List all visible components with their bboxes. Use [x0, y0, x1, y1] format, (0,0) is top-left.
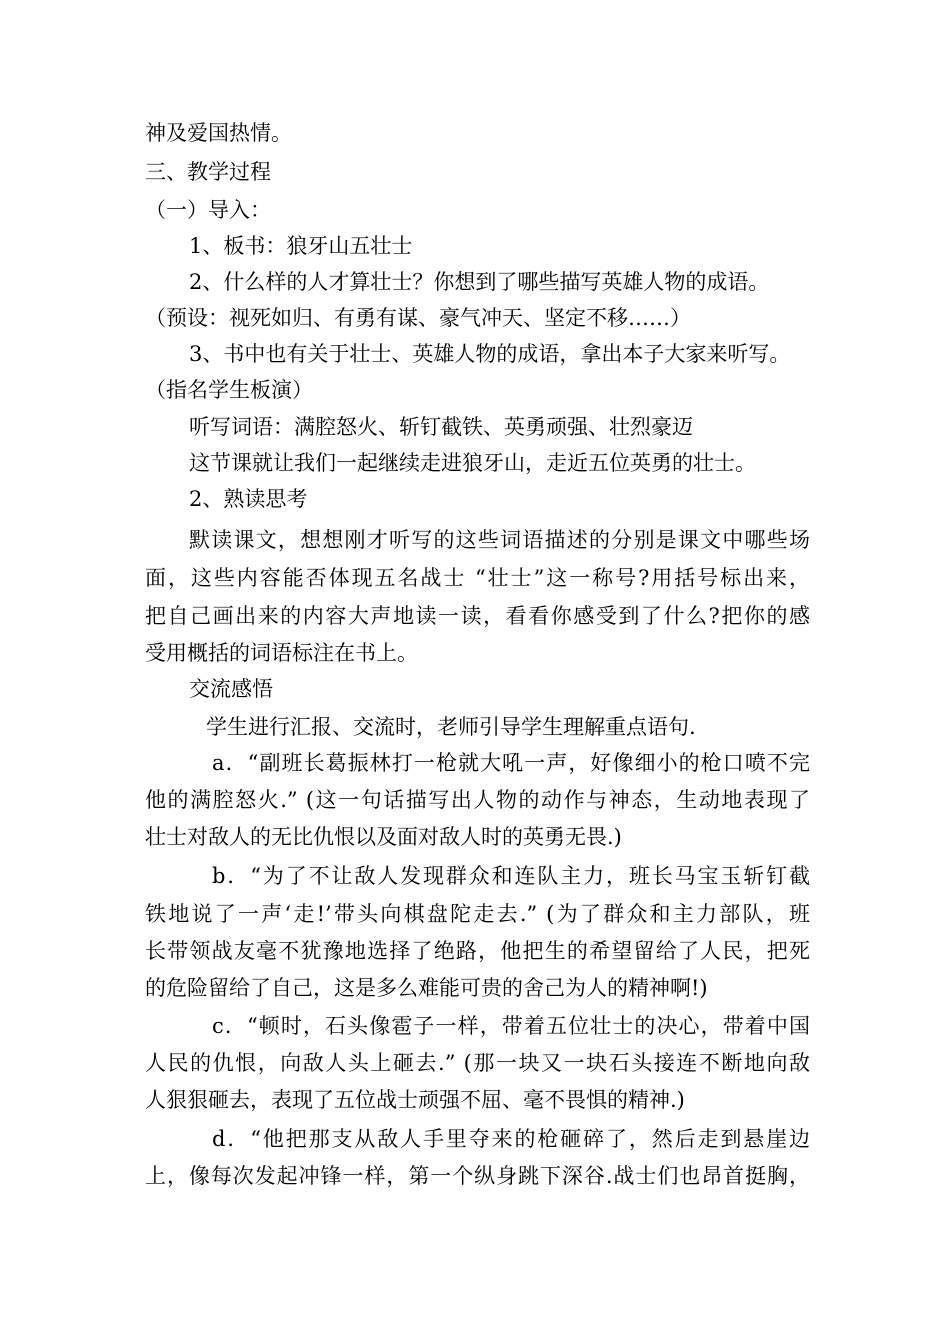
text-line: 听写词语：满腔怒火、斩钉截铁、英勇顽强、壮烈豪迈	[189, 415, 693, 439]
text-line: b．“为了不让敌人发现群众和连队主力，班长马宝玉斩钉截	[212, 864, 810, 888]
text-line: 3、书中也有关于壮士、英雄人物的成语，拿出本子大家来听写。	[189, 342, 791, 366]
text-line: 学生进行汇报、交流时，老师引导学生理解重点语句.	[206, 715, 696, 739]
text-line: （指名学生板演）	[145, 378, 313, 402]
text-line: 1、板书：狼牙山五壮士	[189, 234, 413, 258]
text-line: 把自己画出来的内容大声地读一读，看看你感受到了什么?把你的感	[145, 604, 810, 628]
text-line: 长带领战友毫不犹豫地选择了绝路，他把生的希望留给了人民，把死	[145, 939, 810, 963]
text-line: 2、什么样的人才算壮士？你想到了哪些描写英雄人物的成语。	[189, 270, 770, 294]
text-line: 壮士对敌人的无比仇恨以及面对敌人时的英勇无畏.)	[145, 825, 622, 849]
text-line: a．“副班长葛振林打一枪就大吼一声，好像细小的枪口喷不完	[212, 751, 810, 775]
text-line: 他的满腔怒火.” (这一句话描写出人物的动作与神态，生动地表现了	[145, 788, 810, 812]
text-line: 默读课文，想想刚才听写的这些词语描述的分别是课文中哪些场	[189, 528, 810, 552]
text-line: （预设：视死如归、有勇有谋、豪气冲天、坚定不移……）	[145, 306, 691, 330]
text-line: 铁地说了一声‘走!’带头向棋盘陀走去.” (为了群众和主力部队，班	[145, 902, 810, 926]
text-line: 受用概括的词语标注在书上。	[145, 641, 418, 665]
text-line: 面，这些内容能否体现五名战士 “壮士”这一称号?用括号标出来，	[145, 566, 810, 590]
text-line: 的危险留给了自己，这是多么难能可贵的舍己为人的精神啊!)	[145, 976, 708, 1000]
text-line: 2、熟读思考	[189, 487, 308, 511]
text-line: 这节课就让我们一起继续走进狼牙山，走近五位英勇的壮士。	[189, 451, 756, 475]
text-line: 交流感悟	[189, 677, 273, 701]
text-line: d．“他把那支从敌人手里夺来的枪砸碎了，然后走到悬崖边	[212, 1127, 810, 1151]
text-line: c．“顿时，石头像雹子一样，带着五位壮士的决心，带着中国	[212, 1014, 810, 1038]
text-line: 上，像每次发起冲锋一样，第一个纵身跳下深谷.战士们也昂首挺胸，	[145, 1164, 810, 1188]
subsection-heading: （一）导入：	[145, 198, 271, 222]
text-line: 神及爱国热情。	[145, 121, 292, 145]
section-heading: 三、教学过程	[145, 160, 271, 184]
text-line: 人民的仇恨，向敌人头上砸去.” (那一块又一块石头接连不断地向敌	[145, 1051, 810, 1075]
text-line: 人狠狠砸去，表现了五位战士顽强不屈、毫不畏惧的精神.)	[145, 1088, 685, 1112]
